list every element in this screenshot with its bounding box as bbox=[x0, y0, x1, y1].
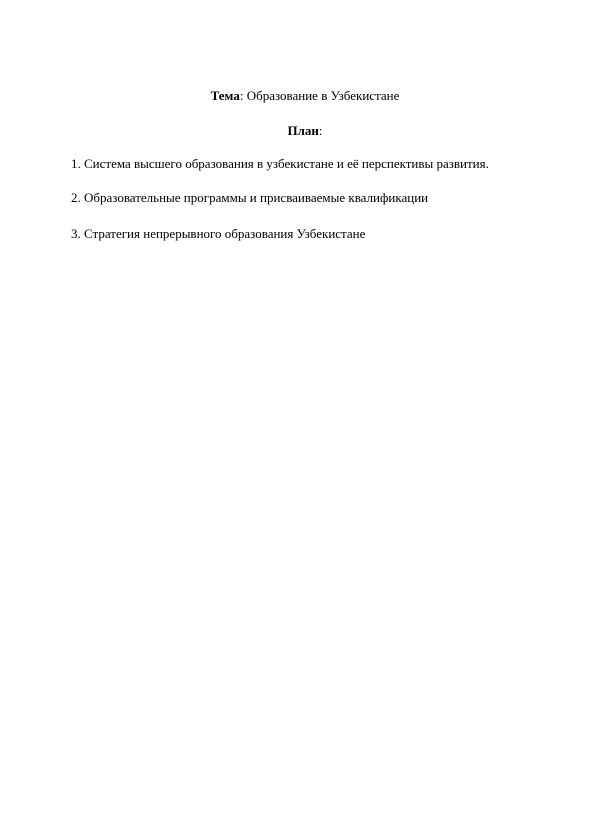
plan-item bbox=[71, 156, 489, 172]
plan-label: План bbox=[287, 123, 319, 138]
plan-item-text: Система высшего образования в узбекистане и её перспективы развития. bbox=[84, 156, 489, 171]
topic-value: Образование в Узбекистане bbox=[243, 88, 400, 103]
plan-item bbox=[71, 190, 428, 206]
plan-heading bbox=[0, 123, 610, 139]
plan-item-number: 2. bbox=[71, 190, 81, 205]
topic-heading bbox=[0, 88, 610, 104]
plan-item-text: Стратегия непрерывного образования Узбекистане bbox=[84, 226, 366, 241]
plan-item bbox=[71, 226, 365, 242]
topic-separator: : bbox=[239, 88, 244, 103]
plan-item-number: 3. bbox=[71, 226, 81, 241]
topic-label: Тема bbox=[210, 88, 240, 103]
plan-item-number: 1. bbox=[71, 156, 81, 171]
plan-separator: : bbox=[318, 123, 323, 138]
plan-item-text: Образовательные программы и присваиваемые квалификации bbox=[84, 190, 429, 205]
